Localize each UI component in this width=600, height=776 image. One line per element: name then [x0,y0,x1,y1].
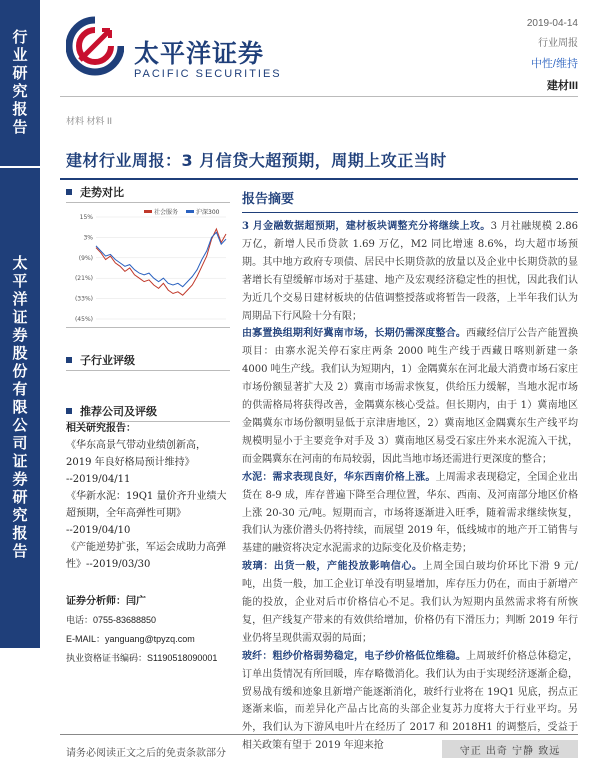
paragraph-lead: 水泥：需求表现良好，华东西南价格上涨。 [242,471,436,483]
y-tick-label: (9%) [78,254,93,262]
y-tick-label: (33%) [74,295,93,303]
sub-rating-header-label: 子行业评级 [80,354,135,367]
legend-swatch [186,210,194,213]
square-bullet-icon [66,357,72,363]
analyst-name: 证券分析师：闫广 [66,596,146,607]
left-column [66,182,230,422]
analyst-license: 执业资格证书编码：S1190518090001 [66,653,218,663]
title-divider [60,178,578,180]
related-item[interactable]: 《华东高景气带动业绩创新高，2019 年良好格局预计维持》 [66,440,206,468]
sidebar-top-band [0,0,40,166]
footer-disclaimer: 请务必阅读正文之后的免责条款部分 [66,748,226,759]
series-line-benchmark [96,232,226,286]
page-title: 建材行业周报：3 月信贷大超预期，周期上攻正当时 [66,151,447,170]
analyst-contact [66,592,230,668]
related-header: 相关研究报告： [66,423,136,434]
paragraph-lead: 玻璃：出货一般，产能投放影响信心。 [242,561,423,573]
y-tick-label: 15% [79,214,93,221]
series-line-primary [96,229,226,295]
footer-motto: 守正 出奇 宁静 致远 [442,740,578,758]
paragraph-text: 上周玻纤价格总体稳定，订单出货情况有所回暖，库存略微消化。我们认为由于实现经济逐渐企稳，贸易战有缓和迹象且新增产能逐渐消化，玻纤行业将在 19Q1 见底，拐点正逐渐来临，而差异化产品占比高的头部企业复苏力度将大于行业平均。另外，我们认为下游风电叶片在经历了 2017 和 2018H1 的调整后，受益于相关政策有望于 2019 年迎来抢 [242,650,578,752]
related-item[interactable]: 《产能逆势扩张，军运会成助力高弹性》--2019/03/30 [66,542,226,570]
paragraph-lead: 3 月金融数据超预期，建材板块调整充分将继续上攻。 [242,221,491,232]
paragraph-text: 西藏经信厅公告产能置换项目：由寨水泥关停石家庄两条 2000 吨生产线于西藏日喀则新建一条 4000 吨生产线。我们认为短期内，1）金隅冀东在河北最大消费市场石家庄市场份额显著扩大及 2）冀南市场需求恢复，供给压力缓解，当地水泥市场的供需格局将获得改善，金隅冀东核心受益。但长期内，由于 1）冀南地区金隅冀东市场份额明显低于京津唐地区，2）冀南地区金隅冀东生产线平均规模明显小于主要竞争对手及 3）冀南地区易受石家庄外来水泥流入干扰，而金隅冀东在河南的布局较弱，因此当地市场还需进行更深度的整合； [242,328,578,465]
related-item-date: --2019/04/10 [66,525,131,536]
brand-name-en: PACIFIC SECURITIES [134,68,282,80]
sidebar-bottom-band [0,168,40,648]
related-item[interactable]: 《华新水泥：19Q1 量价齐升业绩大超预期，全年高弹性可期》 [66,491,227,519]
section-divider [66,370,230,371]
summary-paragraph [242,218,578,325]
summary-divider [242,212,578,213]
report-type: 行业周报 [538,38,578,49]
paragraph-text: 上周需求表现稳定，全国企业出货在 8-9 成，库存普遍下降至合理位置，华东、西南、及河南部分地区价格上涨 20-30 元/吨。短期而言，市场将逐渐进入旺季，随着需求继续恢复，我们认为涨价潜头仍将持续，而展望 2019 年，低线城市的地产开工销售与基建的融资将决定水泥需求的边际变化及价格走势； [242,471,578,555]
section-divider [66,202,230,203]
summary-header: 报告摘要 [242,192,295,207]
pacific-securities-logo-icon [66,16,124,76]
square-bullet-icon [66,189,72,195]
sector-name: 建材III [546,80,578,92]
trend-chart-svg [66,207,230,327]
related-reports [66,420,230,573]
header-divider [60,96,578,97]
legend-label: 社会服务 [154,209,179,216]
sidebar-bottom-label: 太平洋证券股份有限公司证券研究报告 [10,255,29,561]
paragraph-text: 上周全国白玻均价环比下滑 9 元/吨，出货一般，加工企业订单没有明显增加，库存压力仍在，而由于新增产能的投放，企业对后市价格信心不足。我们认为短期内虽然需求将有所恢复，但产线复产带来的有效供给增加，价格仍有下滑压力；判断 2019 年行业仍将呈现供需双弱的局面； [242,561,578,644]
recommend-section-header [66,401,230,421]
brand-name-cn: 太平洋证券 [134,39,265,68]
sidebar-top-label: 行业研究报告 [10,29,29,137]
report-date: 2019-04-14 [526,18,578,29]
summary-paragraph [242,469,578,559]
related-item-date: --2019/04/11 [66,474,131,485]
analyst-email[interactable]: E-MAIL：yanguang@tpyzq.com [66,634,195,644]
summary-body [242,218,578,755]
section-divider [66,327,230,328]
report-meta [527,18,578,93]
legend-label: 沪深300 [196,209,220,216]
summary-paragraph [242,558,578,648]
footer-divider [60,734,578,735]
sub-rating-section-header [66,350,230,370]
square-bullet-icon [66,408,72,414]
paragraph-lead: 玻纤：粗纱价格弱势稳定，电子纱价格低位维稳。 [242,650,467,662]
recommend-header-label: 推荐公司及评级 [80,405,157,418]
analyst-phone: 电话：0755-83688850 [66,615,157,625]
trend-section-header [66,182,230,202]
breadcrumb: 材料 材料 II [66,116,113,126]
y-tick-label: 3% [83,234,93,242]
trend-header-label: 走势对比 [80,186,124,199]
trend-chart [66,207,230,327]
summary-paragraph [242,325,578,468]
y-tick-label: (21%) [74,275,93,283]
paragraph-text: 3 月社融规模 2.86 万亿，新增人民币贷款 1.69 万亿，M2 同比增速 8.6%，均大超市场预期。其中地方政府专项债、居民中长期贷款的放量以及企业中长期贷款的显著增长有望缓解市场对于基建、地产及宏观经济稳定性的担忧，因此我们认为近几个交易日建材板块的估值调整授落或将暂告一段落，上半年我们认为周期品下行风险十分有限； [242,221,578,322]
legend-swatch [144,210,152,213]
y-tick-label: (45%) [74,316,93,323]
industry-rating: 中性/维持 [530,58,578,70]
paragraph-lead: 由寡置换组期利好冀南市场，长期仍需深度整合。 [242,328,467,340]
